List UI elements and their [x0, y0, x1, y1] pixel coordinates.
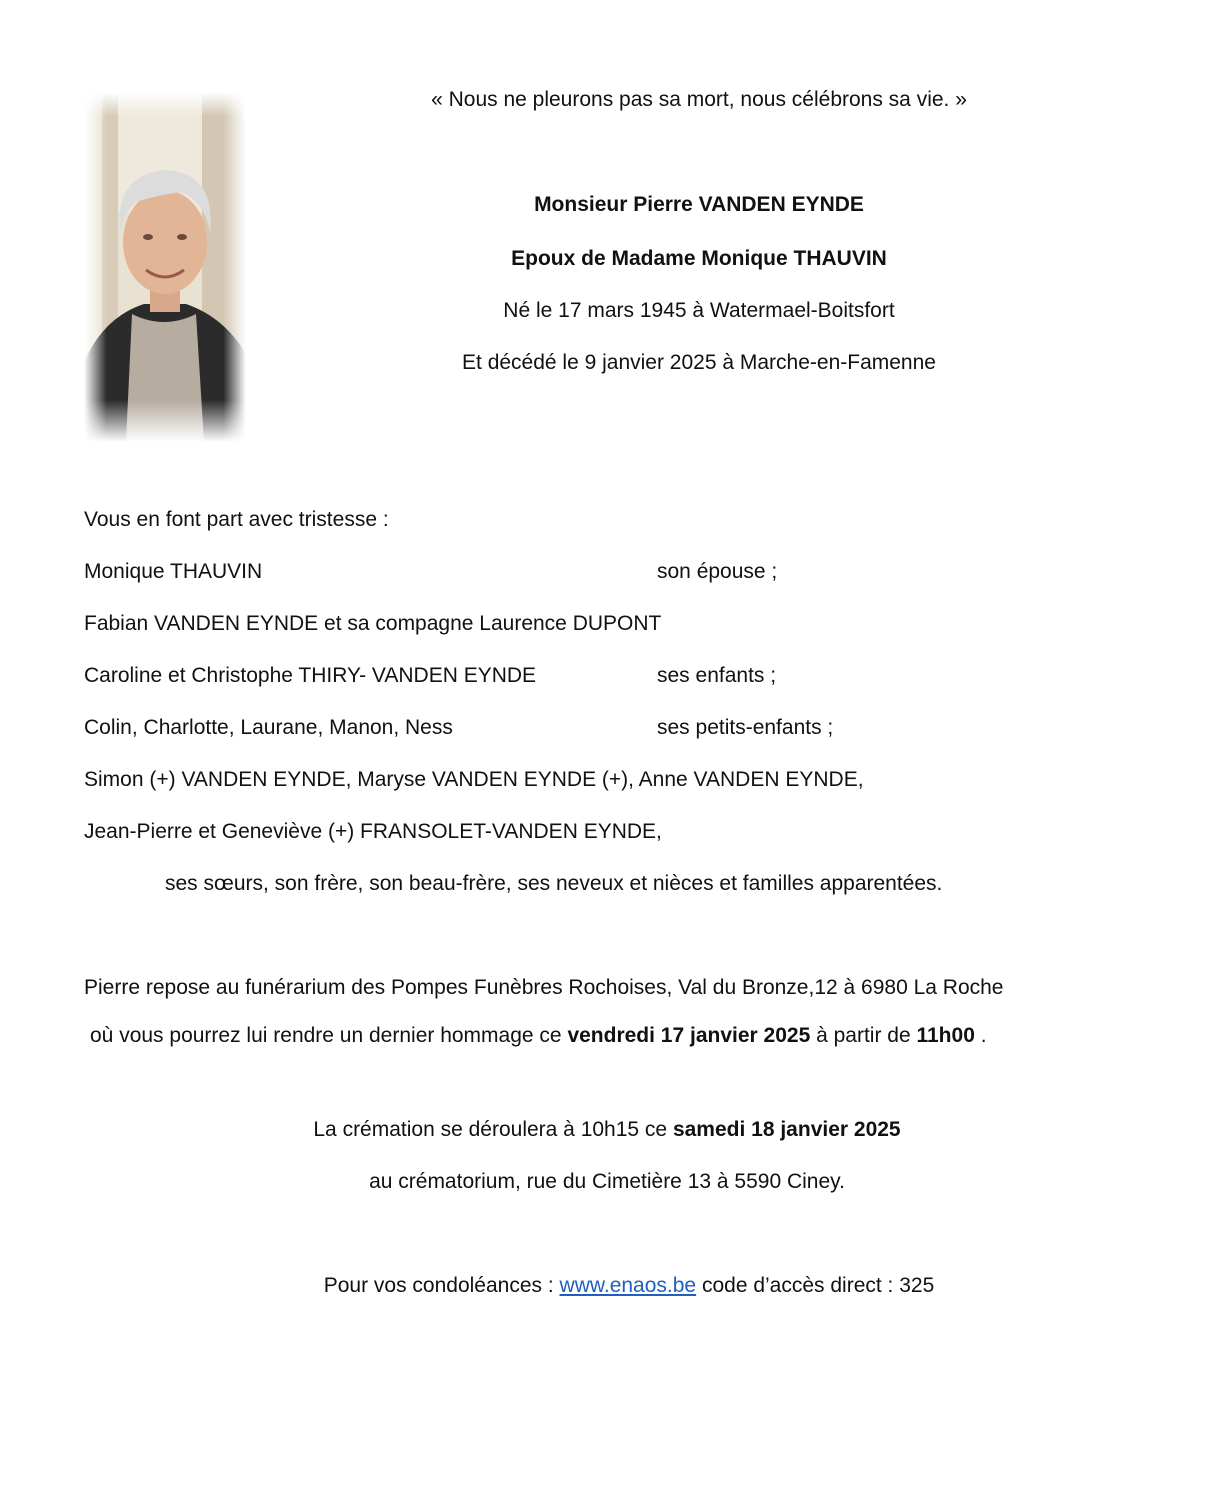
- condolences-line: [22, 1273, 1214, 1299]
- condolences-code: code d’accès direct : 325: [696, 1274, 935, 1297]
- condolences-text: Pour vos condoléances :: [323, 1274, 560, 1297]
- visitation-text: où vous pourrez lui rendre un dernier hommage ce: [90, 1024, 568, 1047]
- birth-line: Né le 17 mars 1945 à Watermael-Boitsfort: [503, 299, 895, 322]
- siblings-line-1: Simon (+) VANDEN EYNDE, Maryse VANDEN EYNDE (+), Anne VANDEN EYNDE,: [84, 768, 864, 791]
- family-intro: Vous en font part avec tristesse :: [84, 508, 389, 531]
- visitation-time: 11h00: [916, 1024, 975, 1047]
- visitation-line-2: [90, 1023, 987, 1049]
- family-row-relation: son épouse ;: [657, 560, 778, 583]
- cremation-text: La crémation se déroulera à 10h15 ce: [313, 1118, 673, 1141]
- death-line: Et décédé le 9 janvier 2025 à Marche-en-Famenne: [462, 351, 936, 374]
- family-row-names: Colin, Charlotte, Laurane, Manon, Ness: [84, 716, 453, 739]
- condolences-link[interactable]: www.enaos.be: [559, 1274, 697, 1297]
- siblings-line-2: Jean-Pierre et Geneviève (+) FRANSOLET-VANDEN EYNDE,: [84, 820, 662, 843]
- cremation-date: samedi 18 janvier 2025: [672, 1118, 901, 1141]
- visitation-line-1: Pierre repose au funérarium des Pompes Funèbres Rochoises, Val du Bronze,12 à 6980 La Roche: [84, 976, 1004, 999]
- cremation-line-1: [0, 1117, 1214, 1143]
- quote: « Nous ne pleurons pas sa mort, nous célébrons sa vie. »: [431, 88, 967, 111]
- family-row-names: Caroline et Christophe THIRY- VANDEN EYNDE: [84, 664, 537, 687]
- deceased-name: Monsieur Pierre VANDEN EYNDE: [534, 193, 864, 216]
- visitation-text: .: [974, 1024, 987, 1047]
- cremation-line-2: au crématorium, rue du Cimetière 13 à 5590 Ciney.: [369, 1170, 845, 1193]
- siblings-relation: ses sœurs, son frère, son beau-frère, ses neveux et nièces et familles apparentées.: [165, 872, 943, 895]
- family-row-names: Fabian VANDEN EYNDE et sa compagne Laurence DUPONT: [84, 612, 662, 635]
- visitation-date: vendredi 17 janvier 2025: [567, 1024, 811, 1047]
- spouse-line: Epoux de Madame Monique THAUVIN: [511, 247, 887, 270]
- family-row-relation: ses petits-enfants ;: [657, 716, 834, 739]
- family-row-names: Monique THAUVIN: [84, 560, 263, 583]
- visitation-text: à partir de: [810, 1024, 917, 1047]
- family-row-relation: ses enfants ;: [657, 664, 777, 687]
